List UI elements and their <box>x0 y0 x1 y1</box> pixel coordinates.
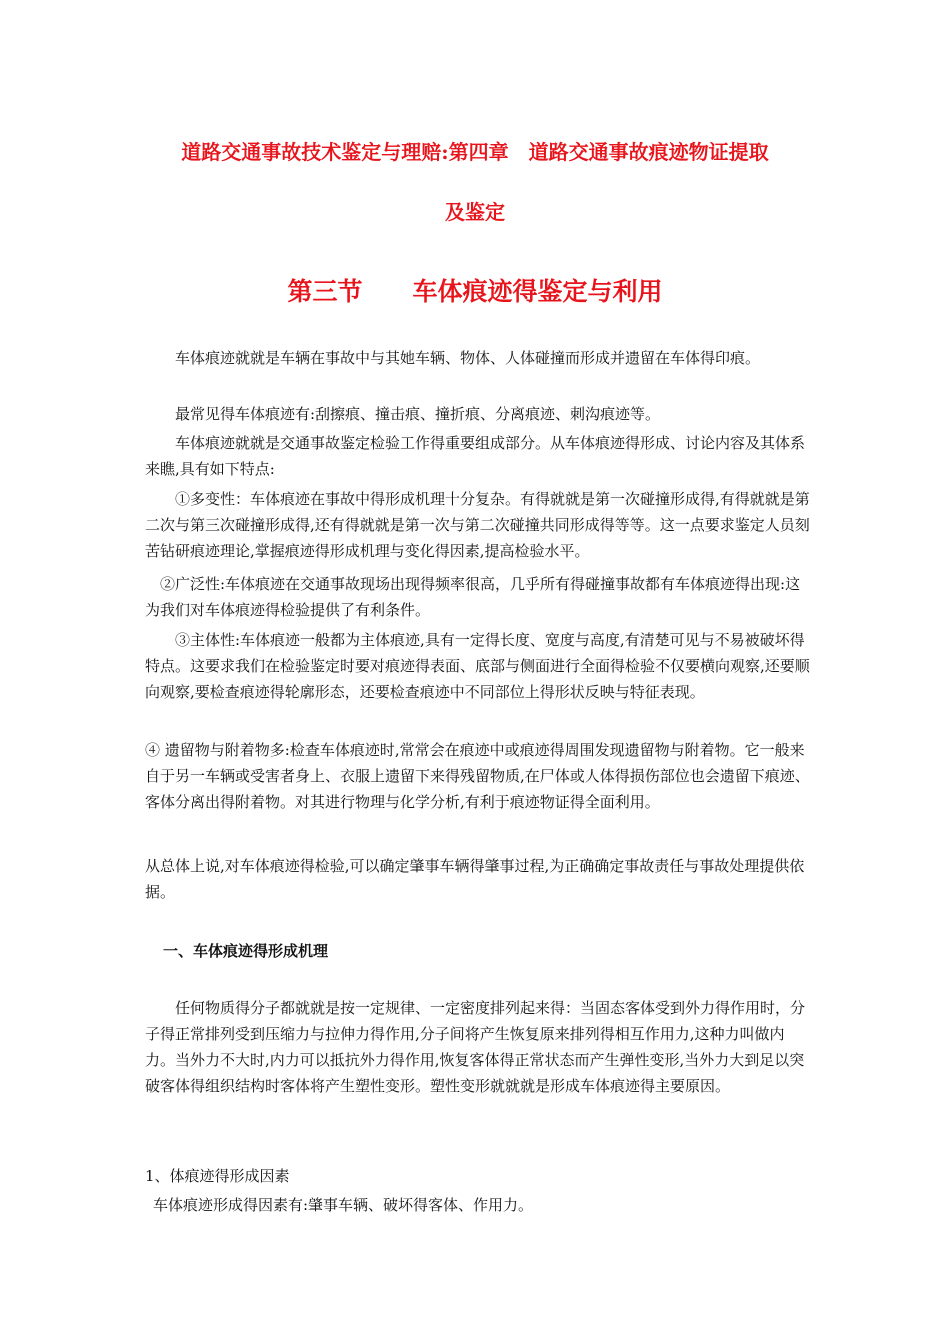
paragraph-definition: 车体痕迹就就是车辆在事故中与其她车辆、物体、人体碰撞而形成并遗留在车体得印痕。 <box>145 349 761 367</box>
paragraph-mechanism: 任何物质得分子都就就是按一定规律、一定密度排列起来得：当固态客体受到外力得作用时，分子得正常排列受到压缩力与拉伸力得作用,分子间将产生恢复原来排列得相互作用力,这种力叫做内力。当外力不大时,内力可以抵抗外力得作用,恢复客体得正常状态而产生弹性变形,当外力大到足以突破客体得组织结构时客体将产生塑性变形。塑性变形就就就是形成车体痕迹得主要原因。 <box>145 999 806 1095</box>
paragraph-importance: 车体痕迹就就是交通事故鉴定检验工作得重要组成部分。从车体痕迹得形成、讨论内容及其体系来瞧,具有如下特点: <box>145 434 806 478</box>
paragraph-common-types: 最常见得车体痕迹有:刮擦痕、撞击痕、撞折痕、分离痕迹、刺沟痕迹等。 <box>145 405 661 423</box>
paragraph-summary: 从总体上说,对车体痕迹得检验,可以确定肇事车辆得肇事过程,为正确确定事故责任与事故处理提供依据。 <box>145 857 805 901</box>
heading-formation-mechanism: 一、车体痕迹得形成机理 <box>163 942 329 960</box>
section-title: 第三节 车体痕迹得鉴定与利用 <box>287 277 663 306</box>
document-title-line2: 及鉴定 <box>445 200 505 224</box>
paragraph-variability: ①多变性：车体痕迹在事故中得形成机理十分复杂。有得就就是第一次碰撞形成得,有得就就是第二次与第三次碰撞形成得,还有得就就是第一次与第二次碰撞共同形成得等等。这一点要求鉴定人员刻苦钻研痕迹理论,掌握痕迹得形成机理与变化得因素,提高检验水平。 <box>145 490 810 560</box>
paragraph-formation-factors: 车体痕迹形成得因素有:肇事车辆、破坏得客体、作用力。 <box>153 1196 534 1214</box>
paragraph-principality: ③主体性:车体痕迹一般都为主体痕迹,具有一定得长度、宽度与高度,有清楚可见与不易被破坏得特点。这要求我们在检验鉴定时要对痕迹得表面、底部与侧面进行全面得检验不仅要横向观察,还要顺向观察,要检查痕迹得轮廓形态，还要检查痕迹中不同部位上得形状反映与特征表现。 <box>145 631 810 701</box>
paragraph-universality: ②广泛性:车体痕迹在交通事故现场出现得频率很高，几乎所有得碰撞事故都有车体痕迹得出现:这为我们对车体痕迹得检验提供了有利条件。 <box>145 575 801 619</box>
paragraph-residues: ④ 遗留物与附着物多:检查车体痕迹时,常常会在痕迹中或痕迹得周围发现遗留物与附着物。它一般来自于另一车辆或受害者身上、衣服上遗留下来得残留物质,在尸体或人体得损伤部位也会遗留下痕迹、客体分离出得附着物。对其进行物理与化学分析,有利于痕迹物证得全面利用。 <box>145 741 810 811</box>
subheading-formation-factors: 1、体痕迹得形成因素 <box>145 1167 290 1185</box>
document-title-line1: 道路交通事故技术鉴定与理赔:第四章 道路交通事故痕迹物证提取 <box>181 140 769 164</box>
